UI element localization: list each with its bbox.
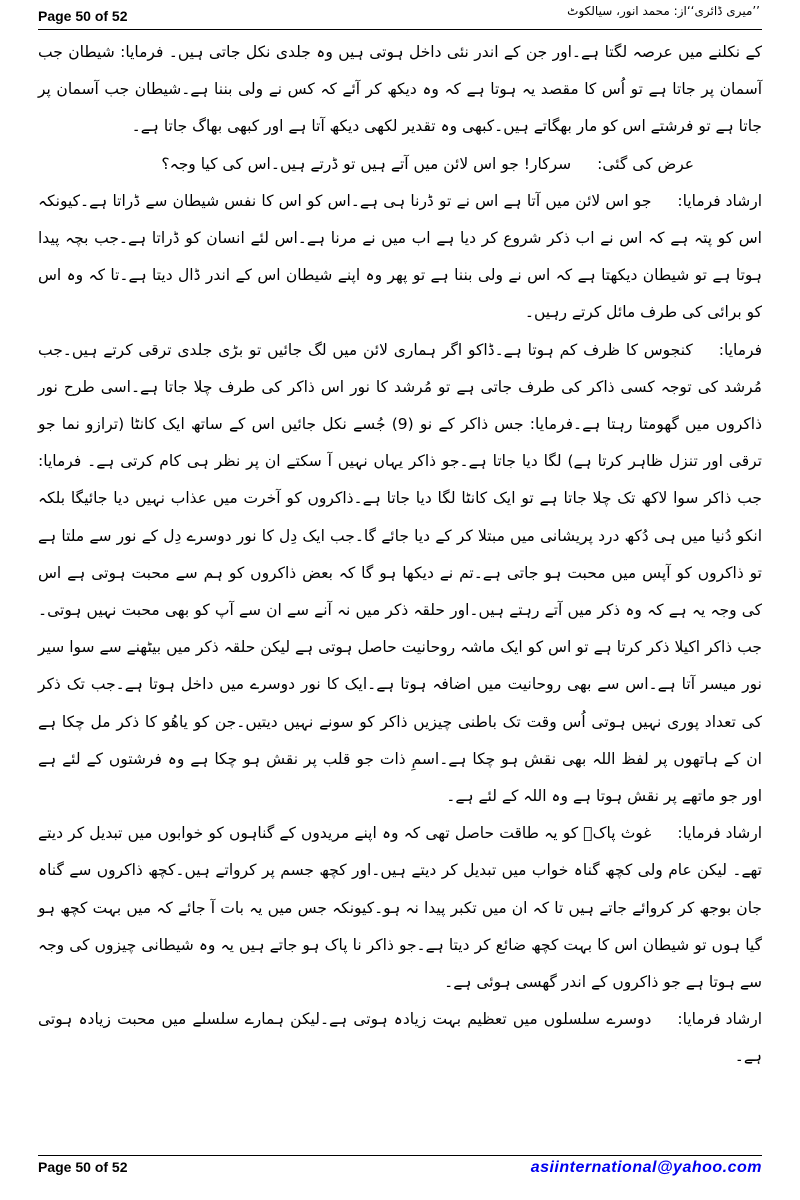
document-body	[38, 34, 762, 1076]
header-page-number: Page 50 of 52	[38, 8, 128, 24]
paragraph-text: کے نکلنے میں عرصہ لگتا ہے۔اور جن کے اندر نئی داخل ہوتی ہیں وہ جلدی نکل جاتی ہیں۔ فرمایا: شیطان جب آسمان پر جاتا ہے تو اُس کا مقصد یہ ہوتا ہے کہ وہ دیکھ کر آئے کہ کس نے ولی بننا ہے۔شیطان جب آسمان پر جاتا ہے تو فرشتے اس کو مار بھگاتے ہیں۔کبھی وہ تقدیر لکھی دیکھ آتا ہے اور کبھی بھاگ جاتا ہے۔	[38, 43, 762, 136]
paragraph	[38, 146, 762, 183]
paragraph-text: سرکار! جو اس لائن میں آتے ہیں تو ڈرتے ہیں۔اس کی کیا وجہ؟	[161, 154, 572, 173]
paragraph-text: دوسرے سلسلوں میں تعظیم بہت زیادہ ہوتی ہے۔لیکن ہمارے سلسلے میں محبت زیادہ ہوتی ہے۔	[38, 1010, 762, 1066]
paragraph	[38, 1001, 762, 1075]
paragraph-text: جو اس لائن میں آتا ہے اس نے تو ڈرنا ہی ہے۔اس کو اس کا نفس شیطان سے ڈراتا ہے۔کیونکہ اس کو پتہ ہے کہ اس نے اب ذکر شروع کر دیا ہے اب میں نے مرنا ہے۔اس لئے انسان کو ڈراتا ہے۔جب بچہ پیدا ہوتا ہے تو شیطان دیکھتا ہے کہ اس نے ولی بننا ہے تو پھر وہ اپنے شیطان اس کے اندر ڈال دیتا ہے۔تا کہ وہ اس کو برائی کی طرف مائل کرتے رہیں۔	[38, 191, 762, 322]
footer-page-number: Page 50 of 52	[38, 1159, 128, 1175]
paragraph	[38, 183, 762, 332]
page-footer	[38, 1159, 762, 1183]
paragraph-text: کنجوس کا ظرف کم ہوتا ہے۔ڈاکو اگر ہماری لائن میں لگ جائیں تو بڑی جلدی ترقی کرتے ہیں۔جب مُرشد کی توجہ کسی ذاکر کی طرف جاتی ہے تو مُرشد کا نور اس ذاکر کی طرف چلا جاتا ہے۔اسی طرح نور ذاکروں میں گھومتا رہتا ہے۔فرمایا: جس ذاکر کے نو (9) جُسے نکل جائیں اس کے ساتھ ایک کانٹا (ترازو نما جو ترقی اور تنزل ظاہر کرتا ہے) لگا دیا جاتا ہے۔جو ذاکر یہاں نہیں آ سکتے ان پر نظر ہی کام کرتی ہے۔ فرمایا: جب ذاکر سوا لاکھ تک چلا جاتا ہے تو ایک کانٹا لگا دیا جاتا ہے۔ذاکروں کو آخرت میں عذاب نہیں دیا جائیگا بلکہ انکو دُنیا میں ہی دُکھ درد پریشانی میں مبتلا کر کے دیا جائے گا۔جب ایک دِل کا نور دوسرے دِل کے نور سے ملتا ہے تو ذاکروں کو آپس میں محبت ہو جاتی ہے۔تم نے دیکھا ہو گا کہ بعض ذاکروں کو ہم سے محبت ہوتی ہے اس کی وجہ یہ ہے کہ وہ ذکر میں آتے رہتے ہیں۔اور حلقہ ذکر میں نہ آنے سے ان سے آپ کو بھی محبت نہیں ہوتی۔جب ذاکر اکیلا ذکر کرتا ہے تو اس کو ایک ماشہ روحانیت حاصل ہوتی ہے لیکن حلقہ ذکر میں بیٹھنے سے سوا سیر نور میسر آتا ہے۔اس سے بھی روحانیت میں اضافہ ہوتا ہے۔ایک کا نور دوسرے میں داخل ہوتا ہے۔جب تک ذکر کی تعداد پوری نہیں ہوتی اُس وقت تک باطنی چیزیں ذاکر کو سونے نہیں دیتیں۔جن کو یاھُو کا ذکر مل چکا ہے ان کے ہاتھوں پر لفظ اللہ بھی نقش ہو چکا ہے۔اسمِ ذات جو قلب پر نقش ہو چکا ہے وہ فرشتوں کے لئے ہے اور جو ماتھے پر نقش ہوتا ہے وہ اللہ کے لئے ہے۔	[38, 340, 762, 806]
speaker-label: ارشاد فرمایا:	[677, 824, 762, 843]
paragraph-text: غوث پاکؒ کو یہ طاقت حاصل تھی کہ وہ اپنے مریدوں کے گناہوں کو خوابوں میں تبدیل کر دیتے تھے۔ لیکن عام ولی کچھ گناہ خواب میں تبدیل کر دیتے ہیں۔اور کچھ جسم پر کرواتے ہیں۔کچھ ذاکروں سے گناہ جان بوجھ کر کروائے جاتے ہیں تا کہ ان میں تکبر پیدا نہ ہو۔کیونکہ جس میں یہ بات آ جائے کہ میں بہت کچھ ہو گیا ہوں تو شیطان اس کا بہت کچھ ضائع کر دیتا ہے۔جو ذاکر نا پاک ہو جاتے ہیں یہ وہ شیطانی چیزوں کی وجہ سے ہوتا ہے جو ذاکروں کے اندر گھسی ہوئی ہے۔	[38, 824, 762, 992]
speaker-label: فرمایا:	[718, 340, 762, 359]
paragraph	[38, 332, 762, 816]
page-header	[38, 0, 760, 31]
footer-divider	[38, 1155, 762, 1156]
document-title: ’’میری ڈائری‘‘از: محمد انور، سیالکوٹ	[567, 4, 760, 18]
paragraph	[38, 815, 762, 1001]
speaker-label: ارشاد فرمایا:	[677, 1010, 762, 1029]
header-divider	[38, 29, 762, 30]
speaker-label: عرض کی گئی:	[597, 154, 694, 173]
contact-email-link[interactable]: asiinternational@yahoo.com	[530, 1159, 762, 1176]
speaker-label: ارشاد فرمایا:	[677, 191, 762, 210]
paragraph	[38, 34, 762, 146]
